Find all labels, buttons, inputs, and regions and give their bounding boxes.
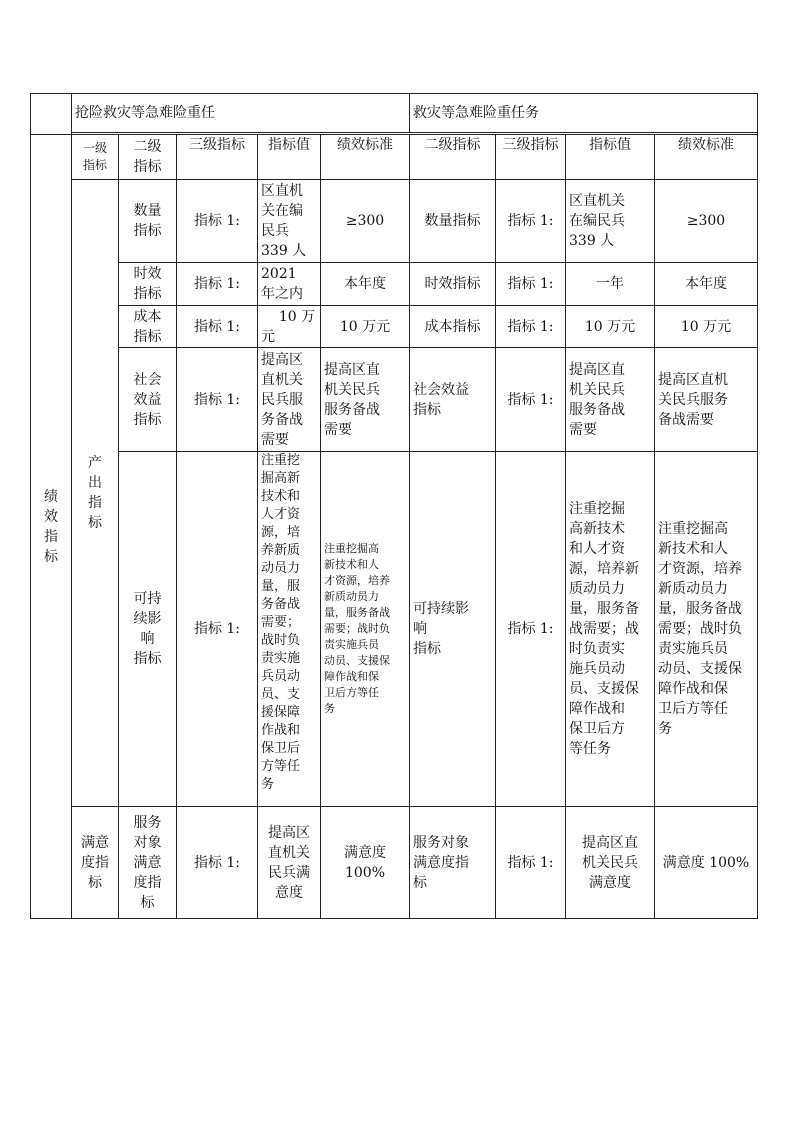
blank-corner-cell <box>31 94 72 135</box>
row-l3-right: 指标 1: <box>496 263 566 306</box>
header-level1: 一级 指标 <box>72 135 119 180</box>
row-value: 2021 年之内 <box>258 263 321 306</box>
header-level3: 三级指标 <box>177 135 258 180</box>
project-title-row <box>31 94 758 133</box>
row-value-right: 10 万元 <box>566 306 655 348</box>
left-project-name: 抢险救灾等急难险重任 <box>72 94 410 133</box>
row-standard: 满意度 100% <box>321 807 410 919</box>
row-standard: 注重挖掘高 新技术和人 才资源，培养 新质动员力 量，服务备战 需要；战时负 责实施兵员 动员、支援保 障作战和保 卫后方等任 务 <box>321 452 410 807</box>
row-l2: 时效 指标 <box>119 263 177 306</box>
row-l3-right: 指标 1: <box>496 452 566 807</box>
header-value-right: 指标值 <box>566 135 655 180</box>
header-level2: 二级 指标 <box>119 135 177 180</box>
row-l2: 数量 指标 <box>119 180 177 263</box>
row-l2-right: 社会效益 指标 <box>410 348 496 452</box>
row-l2: 社会 效益 指标 <box>119 348 177 452</box>
row-l3: 指标 1: <box>177 452 258 807</box>
row-value: 注重挖 掘高新 技术和 人才资 源，培 养新质 动员力 量，服 务备战 需要； 战时负 责实施 兵员动 员、支 援保障 作战和 保卫后 方等任 务 <box>258 452 321 807</box>
header-level2-right: 二级指标 <box>410 135 496 180</box>
row-value-right: 提高区直 机关民兵 满意度 <box>566 807 655 919</box>
row-standard: 本年度 <box>321 263 410 306</box>
row-l2-right: 时效指标 <box>410 263 496 306</box>
right-project-name: 救灾等急难险重任务 <box>410 94 758 133</box>
row-l2: 服务 对象 满意 度指 标 <box>119 807 177 919</box>
row-l2-right: 数量指标 <box>410 180 496 263</box>
row-l2-right: 服务对象 满意度指 标 <box>410 807 496 919</box>
row-l3: 指标 1: <box>177 180 258 263</box>
row-standard-right: 10 万元 <box>655 306 758 348</box>
table-row <box>31 807 758 919</box>
row-value: 提高区 直机关 民兵满 意度 <box>258 807 321 919</box>
row-l3: 指标 1: <box>177 306 258 348</box>
row-value-right: 一年 <box>566 263 655 306</box>
row-standard-right: 满意度 100% <box>655 807 758 919</box>
table-row <box>31 452 758 807</box>
satisfaction-indicator-label: 满意 度指 标 <box>72 807 119 919</box>
header-row <box>31 135 758 180</box>
output-indicator-label: 产 出 指 标 <box>72 180 119 807</box>
table-row <box>31 348 758 452</box>
row-standard: 提高区直 机关民兵 服务备战 需要 <box>321 348 410 452</box>
table-row <box>31 263 758 306</box>
performance-indicator-group: 绩 效 指 标 <box>31 135 72 919</box>
row-standard-right: ≥300 <box>655 180 758 263</box>
header-standard-right: 绩效标准 <box>655 135 758 180</box>
row-value-right: 区直机关 在编民兵 339 人 <box>566 180 655 263</box>
header-level3-right: 三级指标 <box>496 135 566 180</box>
row-l3: 指标 1: <box>177 348 258 452</box>
row-value: 提高区 直机关 民兵服 务备战 需要 <box>258 348 321 452</box>
table-row <box>31 180 758 263</box>
row-l2-right: 成本指标 <box>410 306 496 348</box>
row-l2-right: 可持续影 响 指标 <box>410 452 496 807</box>
header-value: 指标值 <box>258 135 321 180</box>
row-l3-right: 指标 1: <box>496 348 566 452</box>
row-value-right: 注重挖掘 高新技术 和人才资 源，培养新 质动员力 量，服务备 战需要；战 时负责实 施兵员动 员、支援保 障作战和 保卫后方 等任务 <box>566 452 655 807</box>
row-l3: 指标 1: <box>177 807 258 919</box>
row-value-right: 提高区直 机关民兵 服务备战 需要 <box>566 348 655 452</box>
performance-indicator-table <box>30 93 758 919</box>
row-l3-right: 指标 1: <box>496 180 566 263</box>
row-standard: 10 万元 <box>321 306 410 348</box>
row-standard: ≥300 <box>321 180 410 263</box>
row-standard-right: 提高区直机 关民兵服务 备战需要 <box>655 348 758 452</box>
row-l3-right: 指标 1: <box>496 306 566 348</box>
row-l3: 指标 1: <box>177 263 258 306</box>
row-l2: 可持 续影 响 指标 <box>119 452 177 807</box>
row-l2: 成本 指标 <box>119 306 177 348</box>
table-row <box>31 306 758 348</box>
row-value: 10 万 元 <box>258 306 321 348</box>
row-standard-right: 本年度 <box>655 263 758 306</box>
row-standard-right: 注重挖掘高 新技术和人 才资源，培养 新质动员力 量，服务备战 需要；战时负 责实施兵员 动员、支援保 障作战和保 卫后方等任 务 <box>655 452 758 807</box>
row-value: 区直机 关在编 民兵 339 人 <box>258 180 321 263</box>
row-l3-right: 指标 1: <box>496 807 566 919</box>
header-standard: 绩效标准 <box>321 135 410 180</box>
